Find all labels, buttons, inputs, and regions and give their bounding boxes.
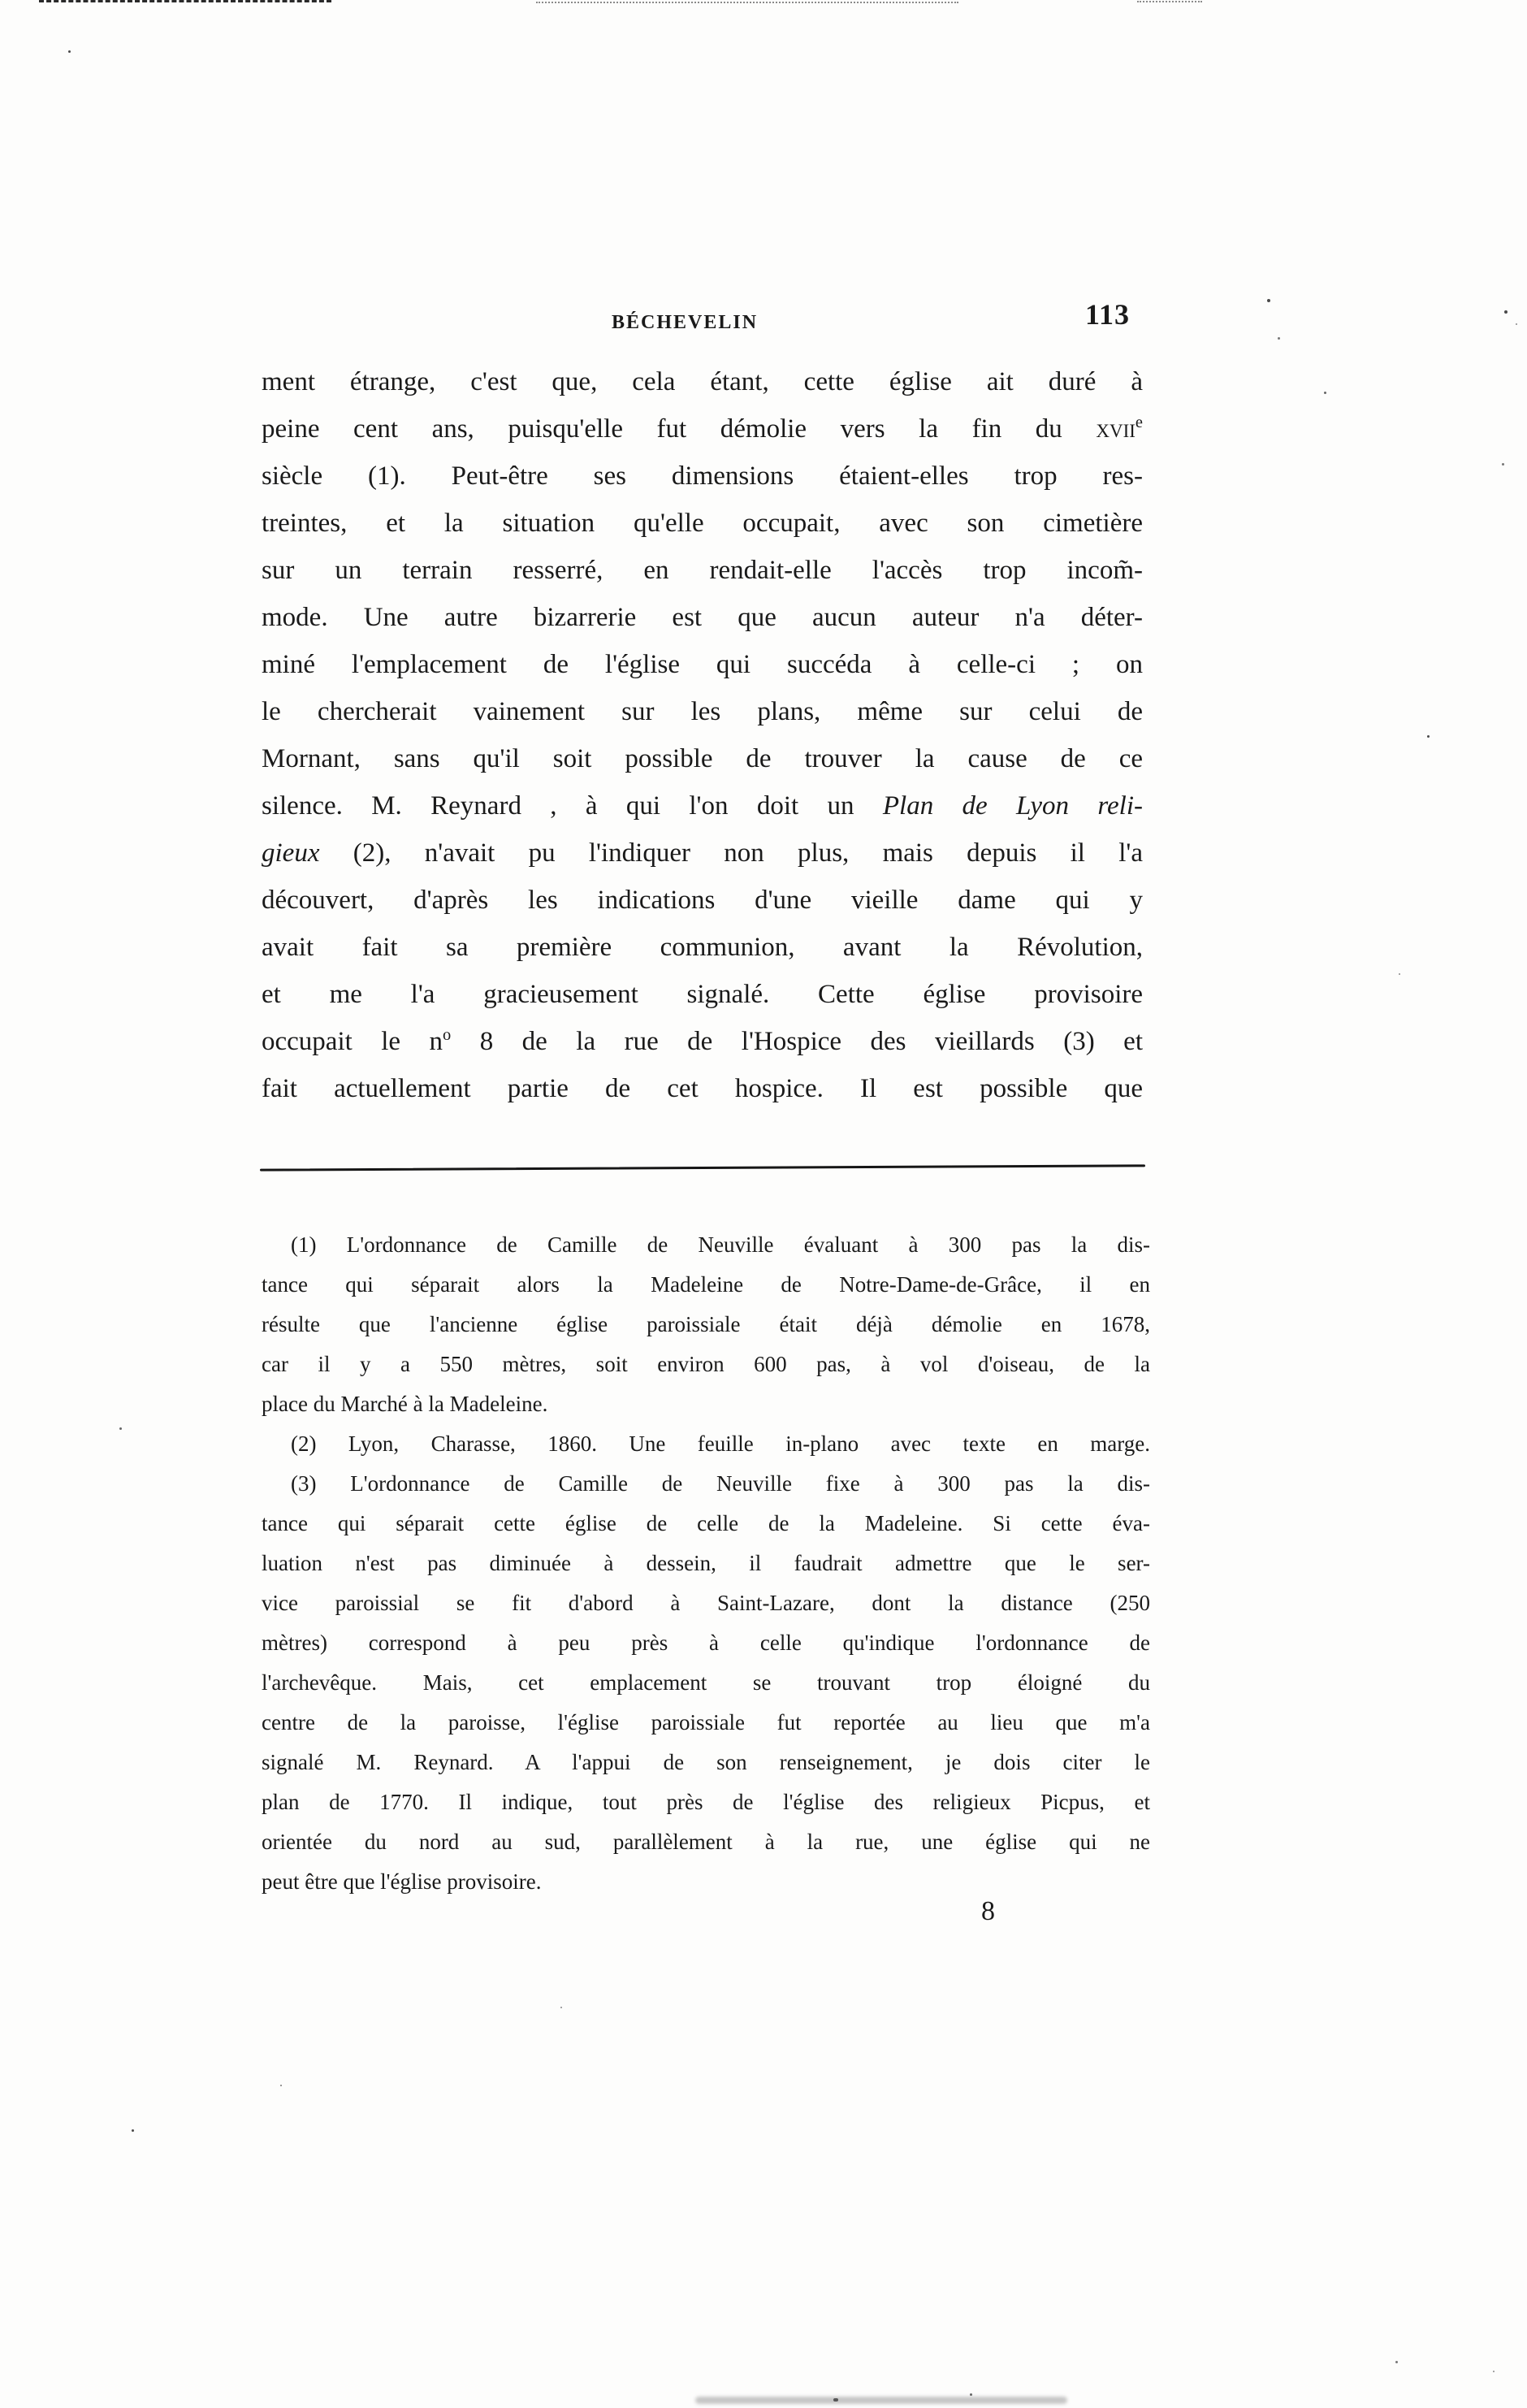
text-segment: gieux [262, 838, 320, 868]
text-segment: xvii [1096, 414, 1136, 444]
text-line [262, 688, 1143, 735]
text-segment: o [443, 1026, 452, 1044]
text-segment: silence. M. Reynard , à qui l'on doit un [262, 791, 883, 821]
scan-speck [1504, 310, 1508, 314]
footnote-line: car il y a 550 mètres, soit environ 600 pas, à vol d'oiseau, de la [262, 1352, 1150, 1376]
footnote-line: centre de la paroisse, l'église paroissiale fut reportée au lieu que m'a [262, 1710, 1150, 1735]
footnote-line: peut être que l'église provisoire. [262, 1869, 542, 1894]
footnote-separator-rule [260, 1164, 1145, 1171]
scan-edge-artifact [1137, 1, 1202, 2]
text-line [262, 547, 1143, 594]
text-line [262, 641, 1143, 688]
scan-speck [280, 2085, 282, 2086]
text-line [262, 735, 1143, 782]
scan-speck [1395, 2361, 1398, 2363]
text-line [262, 971, 1143, 1018]
footnote-line: tance qui séparait cette église de celle de la Madeleine. Si cette éva- [262, 1511, 1150, 1535]
scan-speck [119, 1427, 122, 1430]
scan-speck [132, 2129, 134, 2132]
scan-speck [1324, 392, 1326, 394]
footnote-line: (1) L'ordonnance de Camille de Neuville évaluant à 300 pas la dis- [291, 1232, 1150, 1257]
text-segment: siècle (1). Peut-être ses dimensions étaient-elles trop res- [262, 461, 1143, 491]
scan-speck [1427, 735, 1430, 738]
footnote-line: (2) Lyon, Charasse, 1860. Une feuille in-plano avec texte en marge. [291, 1431, 1150, 1456]
text-line [262, 500, 1143, 547]
text-segment: Plan de Lyon reli- [882, 791, 1143, 821]
text-segment: Mornant, sans qu'il soit possible de trouver la cause de ce [262, 744, 1143, 773]
footnote-line: signalé M. Reynard. A l'appui de son renseignement, je dois citer le [262, 1750, 1150, 1774]
scan-speck [68, 50, 71, 53]
scan-speck [1493, 2371, 1495, 2372]
footnote-line: vice paroissial se fit d'abord à Saint-Lazare, dont la distance (250 [262, 1591, 1150, 1615]
text-line [262, 453, 1143, 500]
scan-smudge [695, 2397, 1067, 2404]
scan-speck [560, 2007, 562, 2008]
text-line [262, 1065, 1143, 1112]
text-segment: fait actuellement partie de cet hospice. Il est possible que [262, 1074, 1143, 1103]
text-segment: découvert, d'après les indications d'une vieille dame qui y [262, 886, 1143, 915]
text-line [262, 877, 1143, 924]
footnotes [262, 1225, 1150, 1902]
footnote-line: l'archevêque. Mais, cet emplacement se trouvant trop éloigné du [262, 1670, 1150, 1695]
text-segment: sur un terrain resserré, en rendait-elle l'accès trop incom̃- [262, 556, 1143, 585]
text-line [262, 594, 1143, 641]
text-line [262, 829, 1143, 877]
main-text [262, 358, 1143, 1112]
scan-speck [1502, 463, 1504, 466]
footnote-line: mètres) correspond à peu près à celle qu'indique l'ordonnance de [262, 1631, 1150, 1655]
footnote-line: luation n'est pas diminuée à dessein, il faudrait admettre que le ser- [262, 1551, 1150, 1575]
scan-speck [1267, 299, 1270, 302]
scan-speck [1399, 973, 1400, 975]
text-line [262, 782, 1143, 829]
text-segment: mode. Une autre bizarrerie est que aucun auteur n'a déter- [262, 603, 1143, 632]
scan-speck [970, 2393, 972, 2396]
scan-edge-artifact [39, 0, 331, 2]
text-segment: ment étrange, c'est que, cela étant, cette église ait duré à [262, 367, 1143, 396]
footnote-line: plan de 1770. Il indique, tout près de l'église des religieux Picpus, et [262, 1790, 1150, 1814]
text-line [262, 358, 1143, 405]
scan-edge-artifact [536, 2, 958, 3]
text-segment: peine cent ans, puisqu'elle fut démolie vers la fin du [262, 414, 1097, 444]
footnote-line: tance qui séparait alors la Madeleine de Notre-Dame-de-Grâce, il en [262, 1272, 1150, 1297]
text-segment: treintes, et la situation qu'elle occupait, avec son cimetière [262, 509, 1143, 538]
text-segment: miné l'emplacement de l'église qui succéda à celle-ci ; on [262, 650, 1143, 679]
text-line [262, 924, 1143, 971]
text-segment: 8 de la rue de l'Hospice des vieillards (3) et [451, 1027, 1143, 1056]
text-line [262, 405, 1143, 453]
running-title: BÉCHEVELIN [612, 312, 759, 333]
text-segment: le chercherait vainement sur les plans, même sur celui de [262, 697, 1143, 726]
footnote-line: place du Marché à la Madeleine. [262, 1392, 548, 1416]
signature-mark: 8 [981, 1896, 995, 1926]
text-segment: (2), n'avait pu l'indiquer non plus, mais depuis il l'a [319, 838, 1143, 868]
text-segment: e [1135, 414, 1143, 431]
text-segment: avait fait sa première communion, avant la Révolution, [262, 933, 1143, 962]
text-line [262, 1018, 1143, 1065]
footnote-line: résulte que l'ancienne église paroissiale était déjà démolie en 1678, [262, 1312, 1150, 1336]
scan-speck [1278, 337, 1280, 340]
footnote-line: (3) L'ordonnance de Camille de Neuville fixe à 300 pas la dis- [291, 1471, 1150, 1496]
text-segment: occupait le n [262, 1027, 443, 1056]
text-segment: et me l'a gracieusement signalé. Cette église provisoire [262, 980, 1143, 1009]
page-number: 113 [1085, 298, 1131, 331]
footnote-line: orientée du nord au sud, parallèlement à la rue, une église qui ne [262, 1830, 1150, 1854]
scan-speck [1516, 323, 1517, 325]
